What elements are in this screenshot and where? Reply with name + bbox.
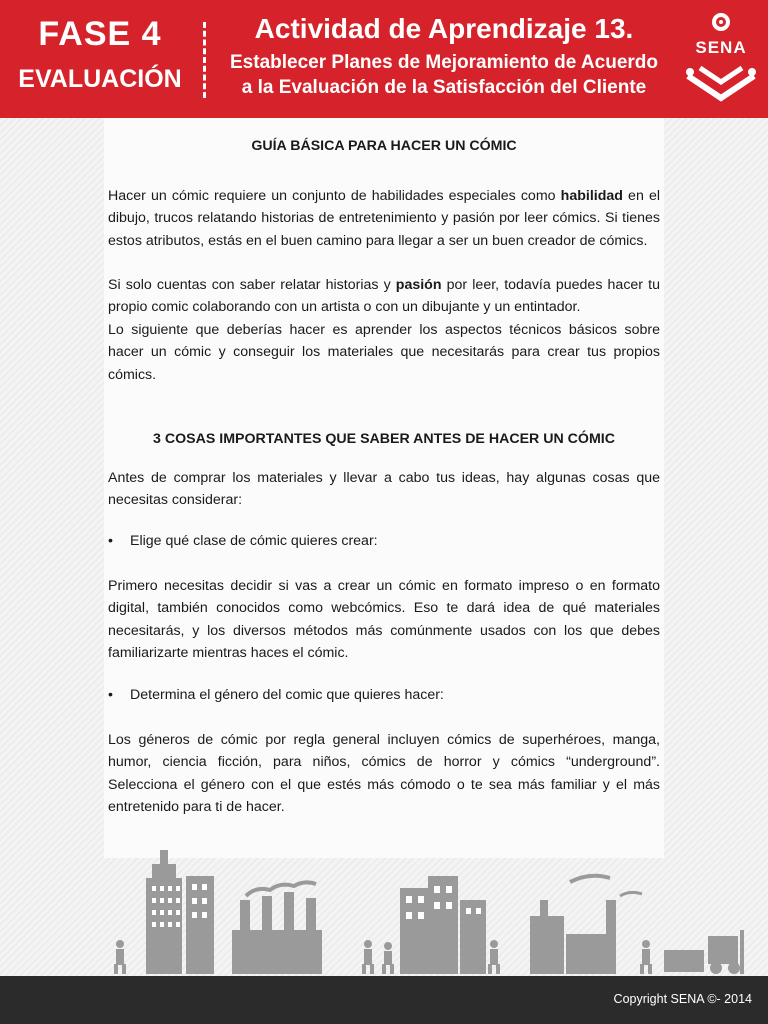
footer-bar	[0, 976, 768, 1024]
copyright-text: Copyright SENA ©- 2014	[613, 992, 752, 1006]
phase-label: FASE 4	[38, 15, 162, 53]
document-title: GUÍA BÁSICA PARA HACER UN CÓMIC	[251, 138, 517, 154]
document-body	[104, 118, 664, 858]
city-skyline-illustration	[0, 840, 768, 976]
sena-logo-text: SENA	[695, 38, 747, 57]
bullet-icon: •	[108, 533, 113, 549]
activity-title: Actividad de Aprendizaje 13.	[254, 13, 634, 44]
evaluation-label: EVALUACIÓN	[18, 65, 182, 93]
section-title: 3 COSAS IMPORTANTES QUE SABER ANTES DE HACER UN CÓMIC	[153, 431, 615, 447]
paragraph-6: Los géneros de cómic por regla general incluyen cómics de superhéroes, manga, humor, ciencia ficción, para niños, cómics de horror y cómics “underground”. Selecciona el género con el que estés más cómodo o te sea más familiar y el más entretenido para ti de hacer.	[108, 732, 660, 815]
paragraph-2: Si solo cuentas con saber relatar historias y pasión por leer, todavía puedes hacer tu propio comic colaborando con un artista o con un dibujante y un entintador.	[108, 277, 660, 316]
header-divider	[203, 22, 206, 98]
paragraph-3: Lo siguiente que deberías hacer es aprender los aspectos técnicos básicos sobre hacer un cómic y conseguir los materiales que necesitarás para crear tus propios cómics.	[108, 322, 660, 383]
bullet-item-2: • Determina el género del comic que quieres hacer:	[108, 684, 444, 706]
activity-subtitle-line1: Establecer Planes de Mejoramiento de Acuerdo	[230, 52, 658, 73]
paragraph-1: Hacer un cómic requiere un conjunto de habilidades especiales como habilidad en el dibujo, trucos relatando historias de entretenimiento y pasión por leer cómics. Si tienes estos atributos, estás en el buen camino para llegar a ser un buen creador de cómics.	[108, 188, 661, 249]
bullet-icon: •	[108, 687, 113, 703]
bullet-item-1: • Elige qué clase de cómic quieres crear:	[108, 530, 378, 552]
paragraph-4: Antes de comprar los materiales y llevar a cabo tus ideas, hay algunas cosas que necesitas considerar:	[108, 470, 660, 509]
header-banner	[0, 0, 768, 118]
paragraph-5: Primero necesitas decidir si vas a crear un cómic en formato impreso o en formato digital, también conocidos como webcómics. Eso te dará idea de qué materiales necesitarás, y los diversos métodos más comúnmente usados con los que debes familiarizarte mientras haces el cómic.	[108, 578, 660, 661]
activity-subtitle-line2: a la Evaluación de la Satisfacción del Cliente	[241, 77, 647, 98]
sena-logo-icon	[680, 10, 762, 108]
